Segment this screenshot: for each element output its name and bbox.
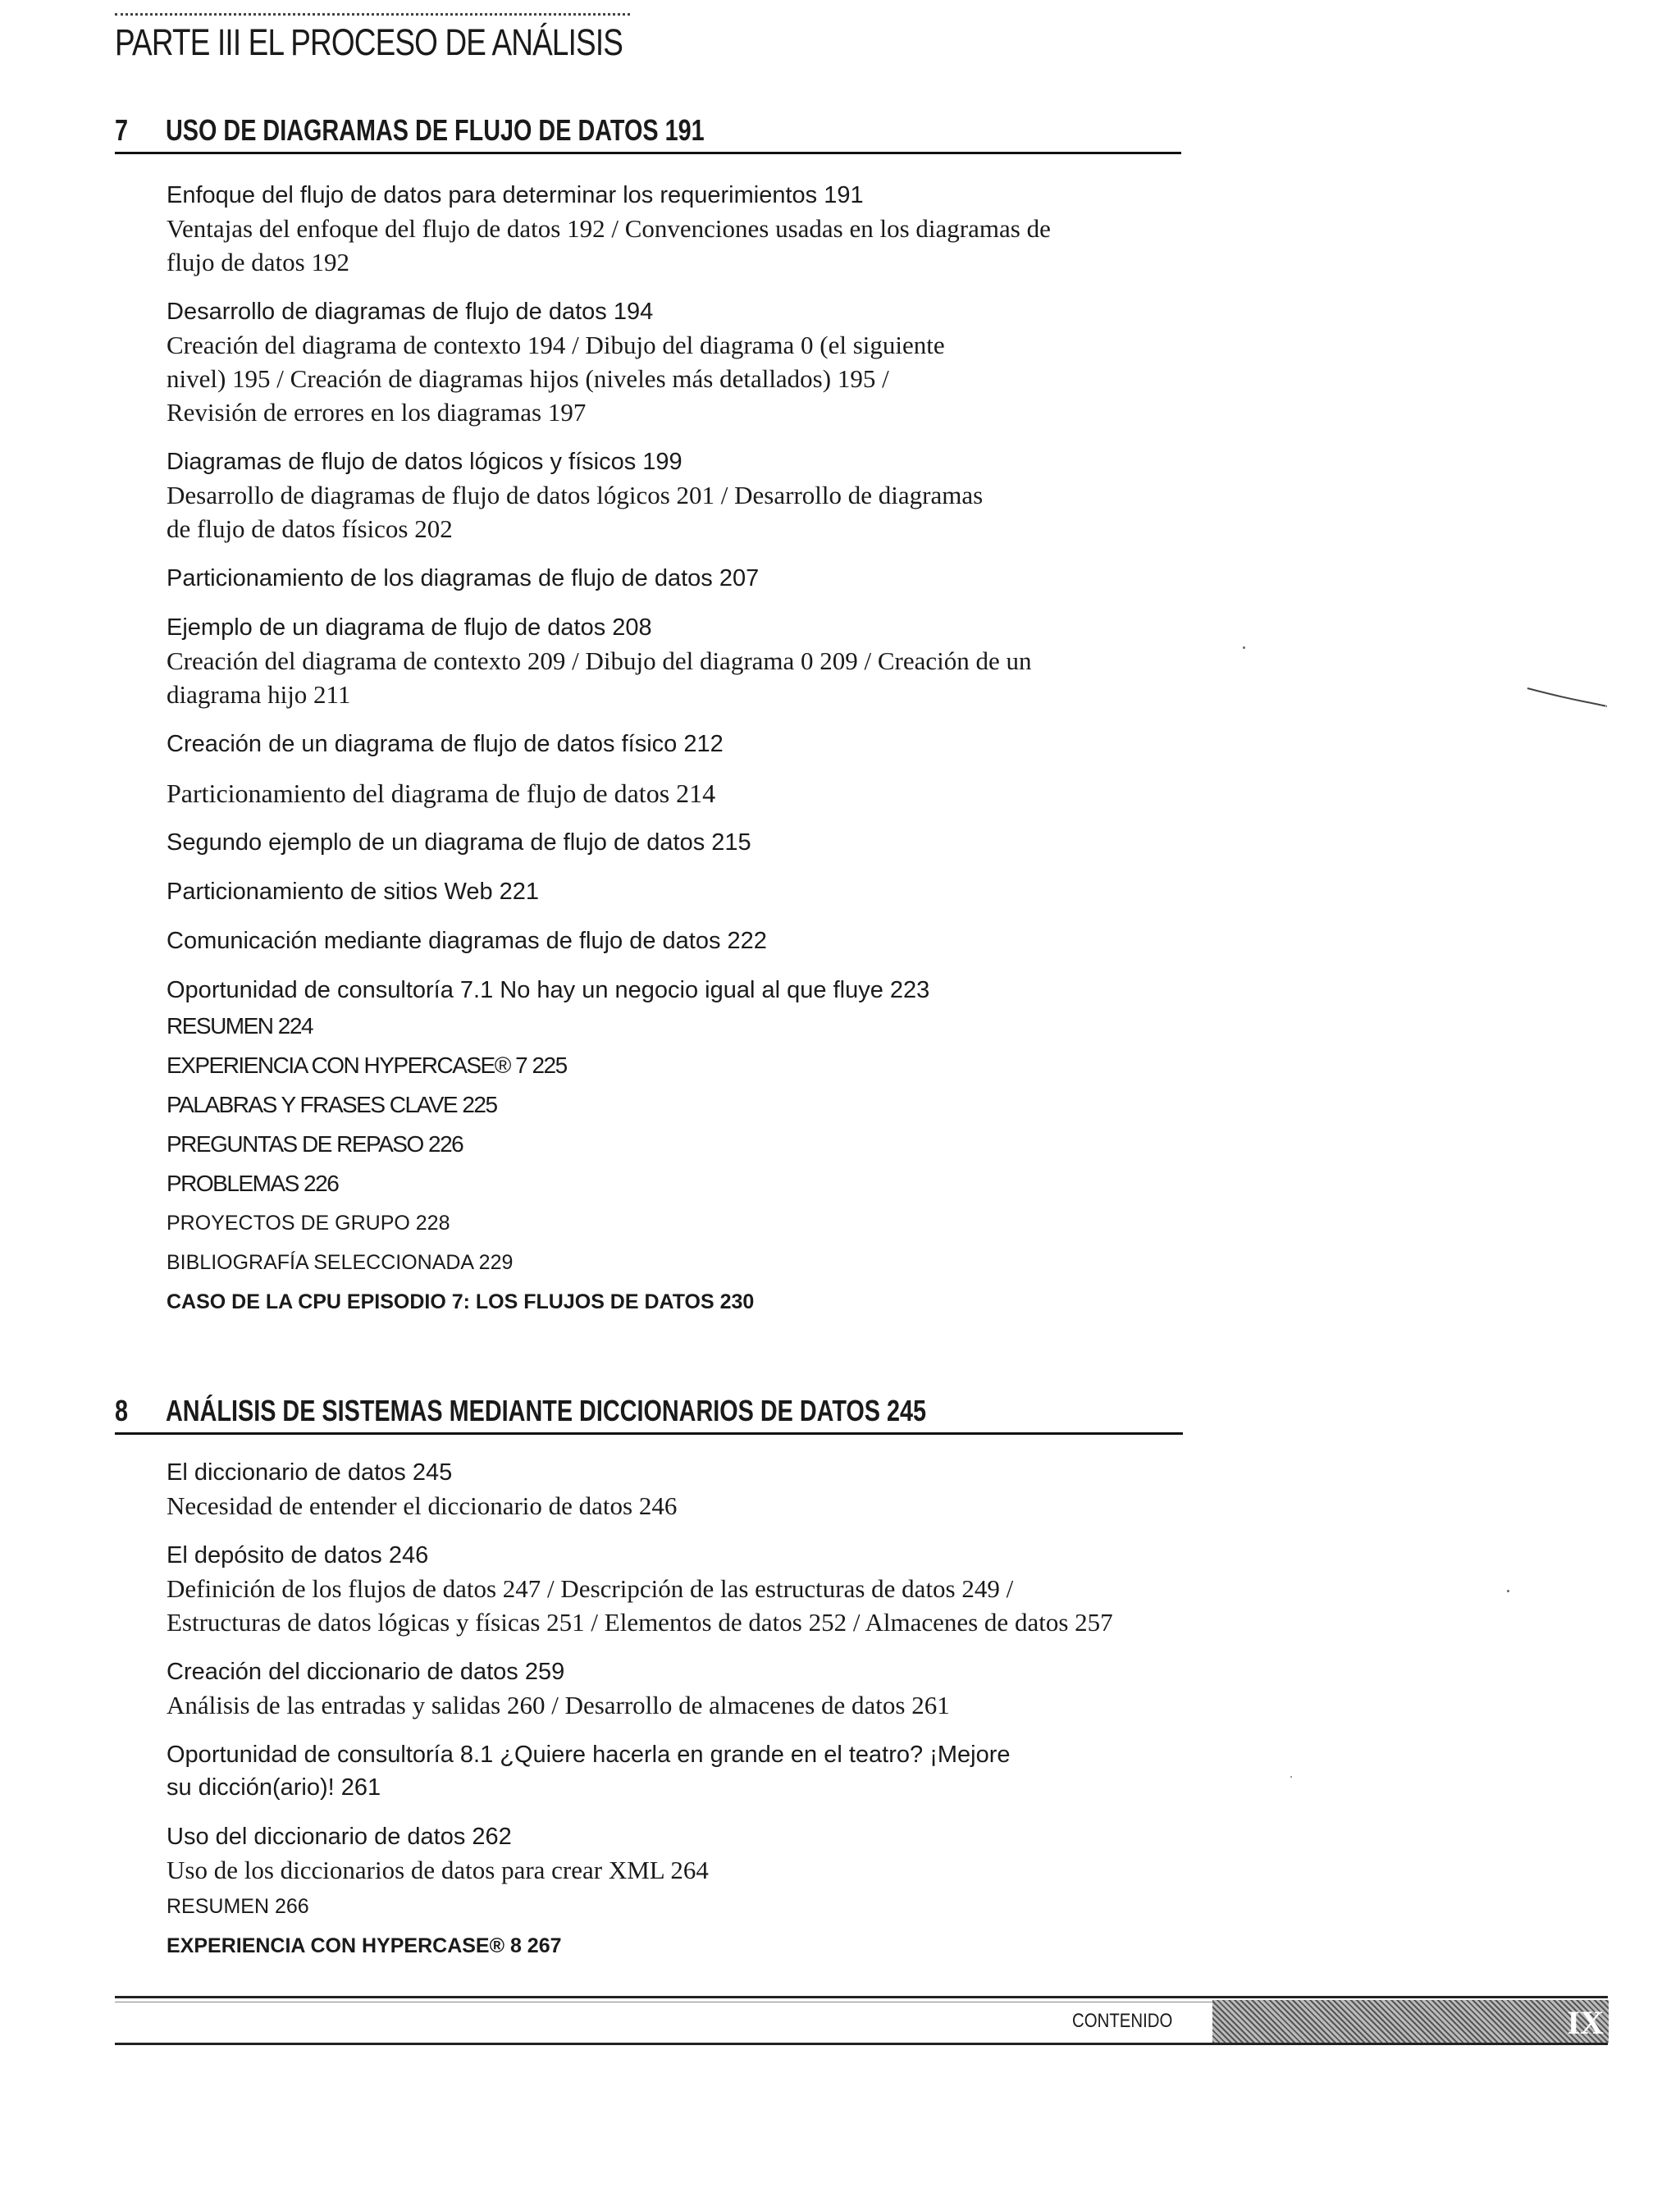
chapter-7-heading xyxy=(115,112,1181,154)
footer-rule xyxy=(115,2043,1608,2045)
end-matter-item: RESUMEN 266 xyxy=(167,1895,309,1918)
end-matter-item: PALABRAS Y FRASES CLAVE 225 xyxy=(167,1092,497,1117)
subsection-line: Necesidad de entender el diccionario de datos 246 xyxy=(167,1491,678,1520)
end-matter-item: RESUMEN 224 xyxy=(167,1013,313,1039)
chapter-8-heading xyxy=(115,1392,1181,1435)
toc-entry xyxy=(167,562,1233,595)
end-matter-item: PREGUNTAS DE REPASO 226 xyxy=(167,1131,463,1157)
section-heading: Diagramas de flujo de datos lógicos y físicos 199 xyxy=(167,449,682,475)
subsection-line: diagrama hijo 211 xyxy=(167,680,351,709)
toc-entry xyxy=(167,728,1233,760)
toc-entry xyxy=(167,925,1233,957)
section-heading: Desarrollo de diagramas de flujo de datos 194 xyxy=(167,299,654,325)
toc-entry xyxy=(167,1655,1233,1722)
subsection-line: flujo de datos 192 xyxy=(167,248,349,276)
chapter-7-contents xyxy=(167,179,1233,1322)
end-matter-item: PROYECTOS DE GRUPO 228 xyxy=(167,1212,450,1235)
section-heading: Comunicación mediante diagramas de flujo de datos 222 xyxy=(167,928,767,954)
section-heading: Ejemplo de un diagrama de flujo de datos 208 xyxy=(167,614,652,641)
toc-entry xyxy=(167,445,1233,546)
section-heading: Particionamiento del diagrama de flujo de datos 214 xyxy=(167,779,716,808)
section-heading-continued: su dicción(ario)! 261 xyxy=(167,1774,381,1801)
end-matter-item: PROBLEMAS 226 xyxy=(167,1171,339,1196)
section-heading: Particionamiento de los diagramas de flujo de datos 207 xyxy=(167,565,760,591)
end-matter-item: EXPERIENCIA CON HYPERCASE® 8 267 xyxy=(167,1934,562,1957)
section-heading: Oportunidad de consultoría 7.1 No hay un negocio igual al que fluye 223 xyxy=(167,977,930,1003)
chapter-title: ANÁLISIS DE SISTEMAS MEDIANTE DICCIONARIOS DE DATOS 245 xyxy=(166,1394,927,1427)
section-heading: El depósito de datos 246 xyxy=(167,1542,429,1568)
subsection-line: Definición de los flujos de datos 247 / Descripción de las estructuras de datos 249 / xyxy=(167,1574,1014,1603)
chapter-8-contents xyxy=(167,1456,1233,1966)
section-heading: Enfoque del flujo de datos para determinar los requerimientos 191 xyxy=(167,182,864,208)
subsection-line: Análisis de las entradas y salidas 260 / Desarrollo de almacenes de datos 261 xyxy=(167,1691,950,1719)
section-heading: Segundo ejemplo de un diagrama de flujo de datos 215 xyxy=(167,829,751,856)
toc-entry xyxy=(167,974,1233,1007)
end-matter-item: BIBLIOGRAFÍA SELECCIONADA 229 xyxy=(167,1251,514,1274)
toc-entry xyxy=(167,611,1233,711)
subsection-line: Uso de los diccionarios de datos para crear XML 264 xyxy=(167,1856,709,1884)
section-heading: Creación del diccionario de datos 259 xyxy=(167,1659,565,1685)
subsection-line: Creación del diagrama de contexto 194 / Dibujo del diagrama 0 (el siguiente xyxy=(167,331,945,359)
chapter-rule xyxy=(115,152,1181,154)
chapter-number: 7 xyxy=(115,113,129,147)
chapter-rule xyxy=(115,1432,1183,1435)
subsection-line: Desarrollo de diagramas de flujo de datos lógicos 201 / Desarrollo de diagramas xyxy=(167,481,984,509)
scan-speck xyxy=(1290,1776,1292,1778)
scan-speck xyxy=(1507,1590,1509,1592)
toc-entry xyxy=(167,1539,1233,1639)
page-number: IX xyxy=(1567,2004,1604,2041)
toc-entry xyxy=(167,1456,1233,1523)
case-study-item: CASO DE LA CPU EPISODIO 7: LOS FLUJOS DE DATOS 230 xyxy=(167,1290,755,1313)
toc-entry xyxy=(167,295,1233,429)
subsection-line: Estructuras de datos lógicas y físicas 251 / Elementos de datos 252 / Almacenes de datos 257 xyxy=(167,1608,1113,1637)
subsection-line: Ventajas del enfoque del flujo de datos 192 / Convenciones usadas en los diagramas de xyxy=(167,214,1051,243)
scan-pen-mark xyxy=(1526,685,1608,710)
toc-entry xyxy=(167,777,1233,810)
footer-rule xyxy=(115,1996,1608,1998)
section-heading: Particionamiento de sitios Web 221 xyxy=(167,879,540,905)
part-title: PARTE III EL PROCESO DE ANÁLISIS xyxy=(115,21,623,63)
toc-entry xyxy=(167,826,1233,859)
section-heading: Creación de un diagrama de flujo de datos físico 212 xyxy=(167,731,724,757)
section-heading: El diccionario de datos 245 xyxy=(167,1459,453,1486)
toc-entry xyxy=(167,1820,1233,1887)
header-dotted-rule xyxy=(115,13,630,16)
chapter-number: 8 xyxy=(115,1394,129,1427)
subsection-line: nivel) 195 / Creación de diagramas hijos (niveles más detallados) 195 / xyxy=(167,364,889,393)
footer-label: CONTENIDO xyxy=(1072,2010,1173,2032)
subsection-line: Revisión de errores en los diagramas 197 xyxy=(167,398,587,427)
toc-entry xyxy=(167,1738,1233,1804)
section-heading: Oportunidad de consultoría 8.1 ¿Quiere hacerla en grande en el teatro? ¡Mejore xyxy=(167,1742,1011,1768)
chapter-title: USO DE DIAGRAMAS DE FLUJO DE DATOS 191 xyxy=(166,113,705,147)
scan-speck xyxy=(1243,646,1245,649)
subsection-line: de flujo de datos físicos 202 xyxy=(167,514,453,543)
footer-page-number-block xyxy=(1212,2000,1609,2043)
subsection-line: Creación del diagrama de contexto 209 / Dibujo del diagrama 0 209 / Creación de un xyxy=(167,646,1032,675)
toc-entry xyxy=(167,179,1233,279)
toc-entry xyxy=(167,875,1233,908)
end-matter-item: EXPERIENCIA CON HYPERCASE® 7 225 xyxy=(167,1052,567,1078)
section-heading: Uso del diccionario de datos 262 xyxy=(167,1824,512,1850)
